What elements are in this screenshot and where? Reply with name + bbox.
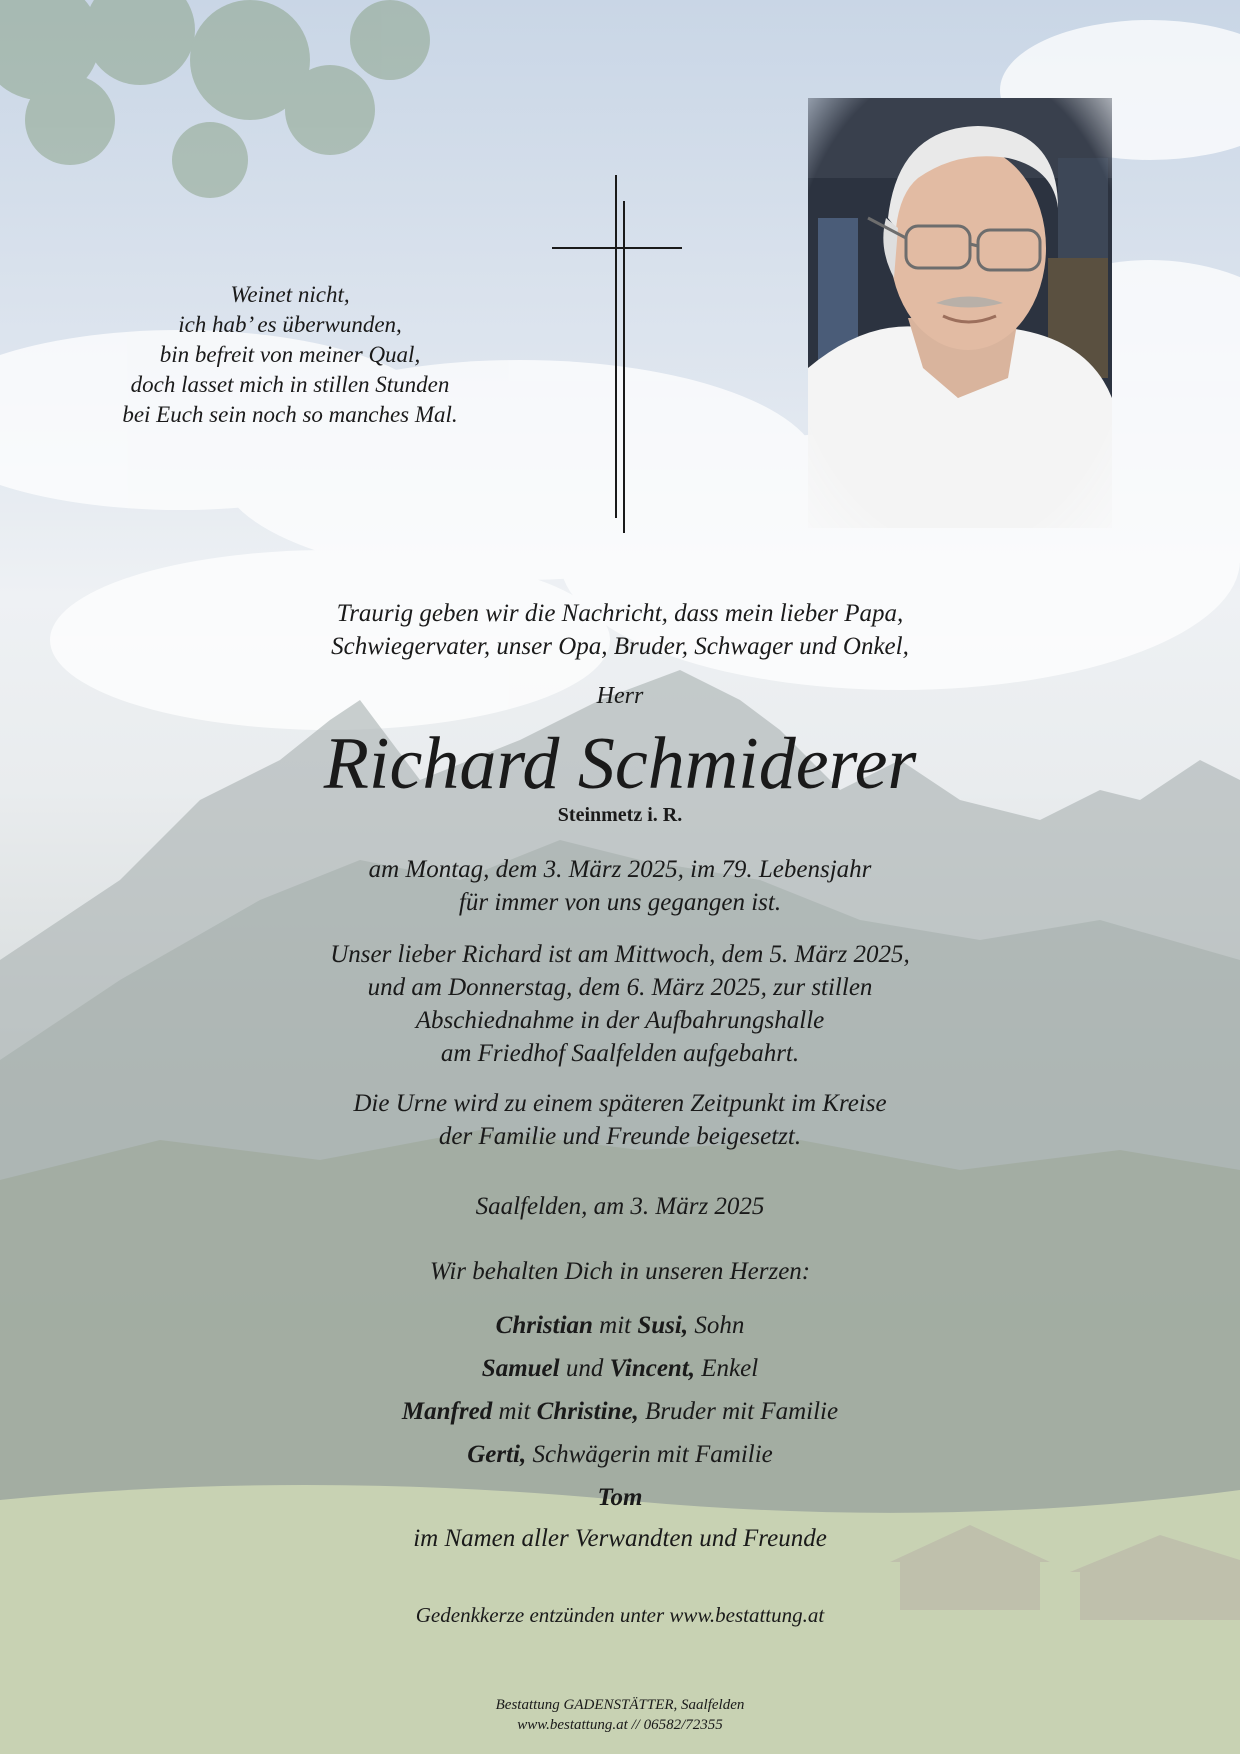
mourners-list (220, 1304, 1020, 1519)
poem-line: ich hab’ es überwunden, (178, 312, 402, 337)
closing-line: im Namen aller Verwandten und Freunde (413, 1525, 827, 1552)
mourner-connector: und (559, 1355, 610, 1382)
mourner-name: Vincent, (609, 1355, 696, 1382)
mourner-connector: mit (592, 1312, 638, 1339)
footer-line: www.bestattung.at // 06582/72355 (517, 1717, 723, 1733)
viewing-line: Abschiednahme in der Aufbahrungshalle (415, 1007, 825, 1034)
mourner-name: Christian (495, 1312, 593, 1339)
deceased-occupation: Steinmetz i. R. (557, 804, 683, 826)
mourner-entry (220, 1476, 1020, 1519)
death-notice-line: am Montag, dem 3. März 2025, im 79. Lebensjahr (368, 856, 872, 883)
salutation: Herr (596, 683, 644, 709)
intro-line: Schwiegervater, unser Opa, Bruder, Schwager und Onkel, (331, 633, 909, 660)
heart-line: Wir behalten Dich in unseren Herzen: (429, 1258, 811, 1285)
viewing-line: Unser lieber Richard ist am Mittwoch, dem 5. März 2025, (330, 941, 910, 968)
mourner-entry (220, 1347, 1020, 1390)
cross-icon (548, 173, 688, 533)
place-date: Saalfelden, am 3. März 2025 (475, 1193, 765, 1220)
mourner-relation: Sohn (688, 1312, 745, 1339)
death-notice (220, 853, 1020, 919)
poem-line: doch lasset mich in stillen Stunden (130, 372, 450, 397)
urn-line: Die Urne wird zu einem späteren Zeitpunkt im Kreise (353, 1090, 887, 1117)
poem-line: bei Euch sein noch so manches Mal. (122, 402, 458, 427)
poem-line: Weinet nicht, (230, 282, 350, 307)
candle-link-note: Gedenkkerze entzünden unter www.bestattung.at (415, 1603, 825, 1627)
death-notice-line: für immer von uns gegangen ist. (458, 889, 782, 916)
urn-notice (220, 1087, 1020, 1153)
poem-line: bin befreit von meiner Qual, (159, 342, 421, 367)
footer-line: Bestattung GADENSTÄTTER, Saalfelden (495, 1697, 745, 1713)
urn-line: der Familie und Freunde beigesetzt. (438, 1123, 802, 1150)
viewing-notice (220, 938, 1020, 1070)
memorial-poem (60, 280, 520, 430)
mourner-relation: Schwägerin mit Familie (526, 1441, 773, 1468)
funeral-home-footer (220, 1695, 1020, 1735)
mourner-name: Susi, (637, 1312, 689, 1339)
mourner-name: Christine, (536, 1398, 639, 1425)
mourner-relation: Enkel (695, 1355, 759, 1382)
viewing-line: am Friedhof Saalfelden aufgebahrt. (440, 1040, 800, 1067)
viewing-line: und am Donnerstag, dem 6. März 2025, zur stillen (367, 974, 873, 1001)
portrait-photo (808, 98, 1112, 528)
mourner-entry (220, 1304, 1020, 1347)
intro-line: Traurig geben wir die Nachricht, dass mein lieber Papa, (336, 600, 904, 627)
mourner-entry (220, 1390, 1020, 1433)
mourner-relation: Bruder mit Familie (638, 1398, 839, 1425)
mourner-name: Samuel (481, 1355, 560, 1382)
mourner-name: Manfred (401, 1398, 493, 1425)
intro-text (220, 597, 1020, 663)
mourner-entry (220, 1433, 1020, 1476)
mourner-connector: mit (492, 1398, 537, 1425)
mourner-name: Tom (597, 1484, 643, 1511)
mourner-name: Gerti, (467, 1441, 527, 1468)
deceased-name: Richard Schmiderer (323, 723, 917, 805)
